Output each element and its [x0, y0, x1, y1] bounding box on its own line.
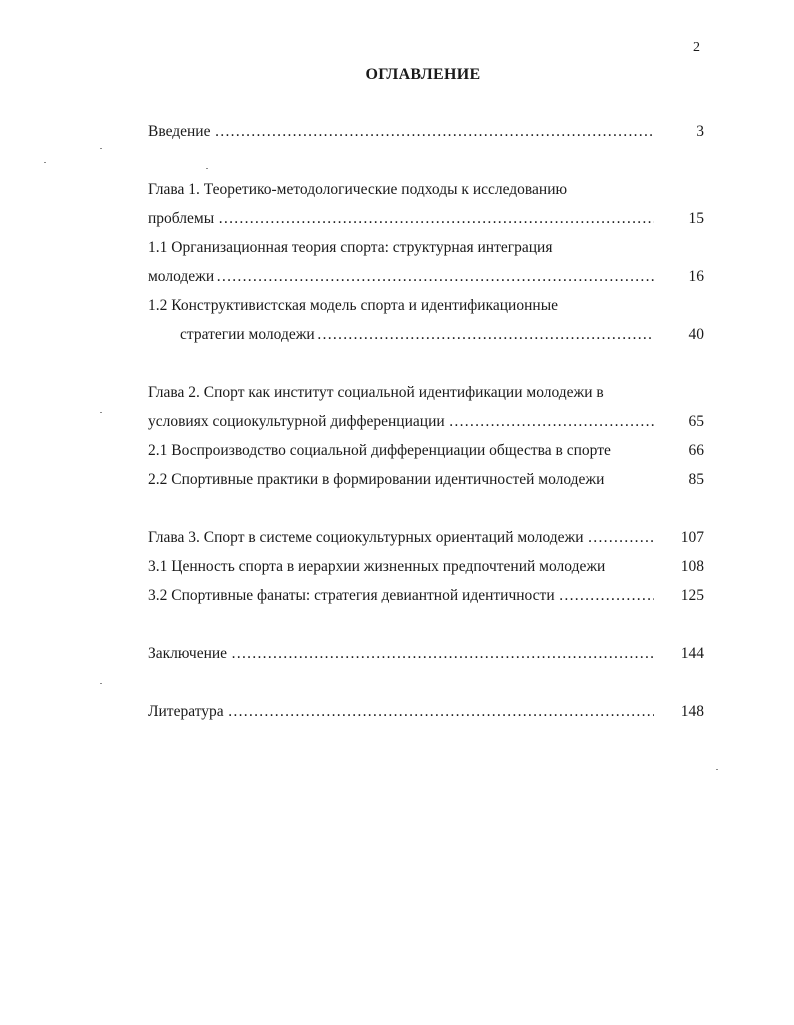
toc-entry-text: Глава 2. Спорт как институт социальной идентификации молодежи в [148, 384, 604, 401]
toc-section-2-1 [148, 441, 704, 461]
toc-entry-page: 15 [688, 210, 704, 227]
toc-section-1-1-line-2 [148, 267, 704, 287]
toc-chapter-1-line-1 [148, 180, 704, 200]
toc-entry-text: проблемы [148, 210, 215, 227]
dot-leader [228, 702, 654, 722]
toc-entry-literature [148, 702, 704, 722]
toc-entry-text: Глава 1. Теоретико-методологические подходы к исследованию [148, 181, 568, 198]
toc-section-3-2 [148, 586, 704, 606]
scan-speck [100, 148, 102, 149]
toc-entry-page: 40 [688, 326, 704, 343]
toc-section-3-1 [148, 557, 704, 577]
toc-section-2-2 [148, 470, 704, 490]
toc-entry-page: 85 [688, 471, 704, 488]
scan-speck [206, 168, 208, 169]
toc-chapter-1-line-2 [148, 209, 704, 229]
dot-leader [218, 209, 654, 229]
toc-entry-page: 107 [680, 529, 704, 546]
toc-entry-text: 2.1 Воспроизводство социальной дифференциации общества в спорте [148, 442, 611, 459]
scan-speck [716, 769, 718, 770]
toc-entry-page: 144 [680, 645, 704, 662]
scan-speck [100, 683, 102, 684]
dot-leader [559, 586, 654, 606]
dot-leader [231, 644, 654, 664]
toc-entry-page: 65 [688, 413, 704, 430]
toc-section-1-1-line-1 [148, 238, 704, 258]
toc-section-1-2-line-1 [148, 296, 704, 316]
toc-entry-text: 2.2 Спортивные практики в формировании идентичностей молодежи [148, 471, 605, 488]
toc-entry-page: 16 [688, 268, 704, 285]
toc-chapter-2-line-2 [148, 412, 704, 432]
scan-speck [100, 412, 102, 413]
toc-entry-page: 3 [696, 123, 704, 140]
toc-entry-page: 108 [680, 558, 704, 575]
dot-leader [317, 325, 654, 345]
toc-entry-text: 1.2 Конструктивистская модель спорта и идентификационные [148, 297, 558, 314]
toc-entry-text: Введение [148, 123, 211, 140]
toc-entry-text: молодежи [148, 268, 215, 285]
toc-entry-conclusion [148, 644, 704, 664]
toc-entry-text: стратегии молодежи [180, 326, 315, 343]
dot-leader [588, 528, 654, 548]
toc-title: ОГЛАВЛЕНИЕ [365, 66, 481, 83]
dot-leader [216, 267, 654, 287]
toc-entry-page: 148 [680, 703, 704, 720]
toc-section-1-2-line-2 [180, 325, 704, 345]
scan-speck [44, 162, 46, 163]
toc-chapter-2-line-1 [148, 383, 704, 403]
dot-leader [449, 412, 654, 432]
toc-entry-introduction [148, 122, 704, 142]
toc-entry-text: Заключение [148, 645, 228, 662]
toc-entry-text: Литература [148, 703, 224, 720]
toc-chapter-3 [148, 528, 704, 548]
toc-entry-text: 1.1 Организационная теория спорта: структурная интеграция [148, 239, 553, 256]
toc-entry-text: 3.1 Ценность спорта в иерархии жизненных предпочтений молодежи [148, 558, 606, 575]
toc-entry-text: Глава 3. Спорт в системе социокультурных ориентаций молодежи [148, 529, 584, 546]
toc-entry-page: 66 [688, 442, 704, 459]
toc-entry-page: 125 [680, 587, 704, 604]
toc-entry-text: условиях социокультурной дифференциации [148, 413, 445, 430]
toc-entry-text: 3.2 Спортивные фанаты: стратегия девиантной идентичности [148, 587, 555, 604]
dot-leader [214, 122, 654, 142]
page-number: 2 [693, 40, 700, 55]
